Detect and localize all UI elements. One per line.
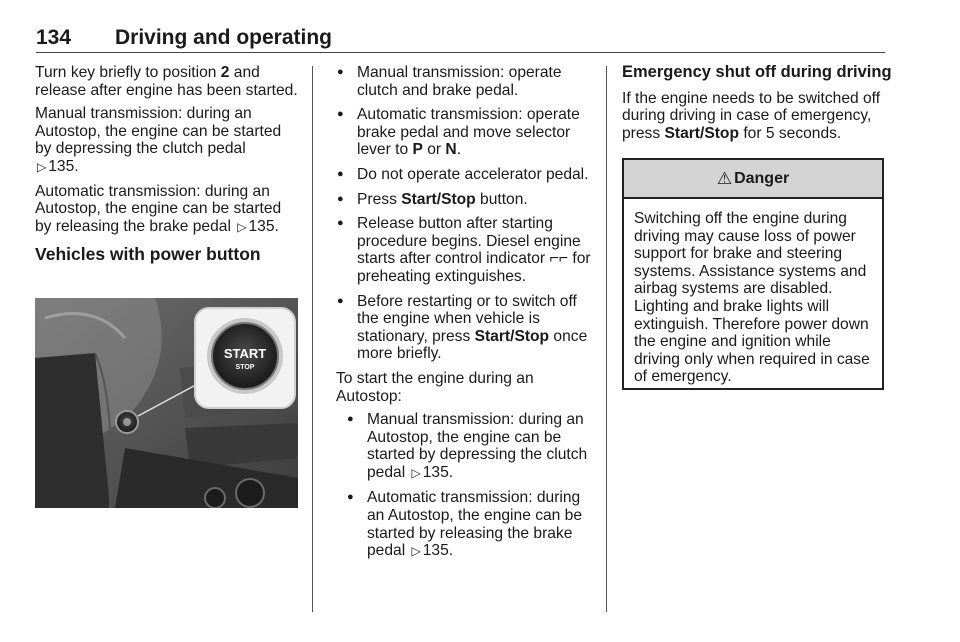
paragraph-automatic-autostop: Automatic transmission: during an Autostop, the engine can be started by releasing the brake pedal ▷ 135. (35, 182, 282, 235)
column-divider-2 (606, 66, 607, 612)
subheading-power-button: Vehicles with power button (35, 244, 261, 265)
start-label: START (223, 346, 267, 361)
list-item: ● Manual transmission: during an Autostop, the engine can be started by depressing the clutch pedal ▷ 135. (346, 411, 592, 482)
danger-header (624, 160, 882, 199)
page-reference-arrow-icon: ▷ (237, 219, 247, 234)
list-item: ● Do not operate accelerator pedal. (336, 166, 592, 184)
page-reference-arrow-icon: ▷ (37, 159, 47, 174)
list-item: ● Release button after starting procedure begins. Diesel engine starts after control indicator ⌐⌐ for preheating extinguishes. (336, 215, 592, 285)
list-item: ● Before restarting or to switch off the engine when vehicle is stationary, press Start/Stop once more briefly. (336, 293, 592, 363)
glow-plug-icon: ⌐⌐ (549, 250, 569, 268)
paragraph-key-position: Turn key briefly to position 2 and release after engine has been started. (35, 64, 298, 99)
danger-title: Danger (734, 169, 790, 187)
column-1 (35, 64, 300, 264)
page-reference-link[interactable]: 135. (422, 463, 454, 481)
page-reference-link[interactable]: 135. (422, 542, 454, 560)
warning-triangle-icon: ⚠ (716, 168, 733, 188)
danger-box (622, 158, 884, 390)
paragraph-autostop-start: To start the engine during an Autostop: (336, 369, 534, 405)
emergency-heading: Emergency shut off during driving (622, 63, 892, 81)
page-reference-link[interactable]: 135. (248, 217, 279, 235)
paragraph-emergency: If the engine needs to be switched off during driving in case of emergency, press Start/Stop for 5 seconds. (622, 89, 881, 142)
page-reference-link[interactable]: 135. (48, 157, 79, 175)
power-button-photo (35, 298, 298, 508)
column-3 (622, 63, 892, 148)
start-procedure-list (336, 64, 592, 363)
autostop-list (346, 411, 592, 561)
chapter-title: Driving and operating (115, 26, 333, 49)
page-number: 134 (36, 26, 72, 49)
column-divider-1 (312, 66, 313, 612)
column-2 (336, 64, 592, 568)
list-item: ● Automatic transmission: operate brake pedal and move selector lever to P or N. (336, 106, 592, 159)
stop-label: STOP (235, 364, 255, 371)
list-item: ● Automatic transmission: during an Autostop, the engine can be started by releasing the brake pedal ▷ 135. (346, 489, 592, 560)
page-reference-arrow-icon: ▷ (411, 544, 421, 559)
list-item: ● Press Start/Stop button. (336, 191, 592, 209)
page-header (36, 26, 885, 53)
list-item: ● Manual transmission: operate clutch and brake pedal. (336, 64, 592, 99)
paragraph-manual-autostop: Manual transmission: during an Autostop, the engine can be started by depressing the clutch pedal ▷ 135. (35, 105, 282, 175)
page-reference-arrow-icon: ▷ (411, 465, 421, 480)
danger-text: Switching off the engine during driving may cause loss of power support for brake and steering systems. Assistance systems and airbag systems are disabled. Lighting and brake lights will extinguish. Therefore power down the engine and ignition while driving only when required in case of emergency. (634, 210, 870, 386)
